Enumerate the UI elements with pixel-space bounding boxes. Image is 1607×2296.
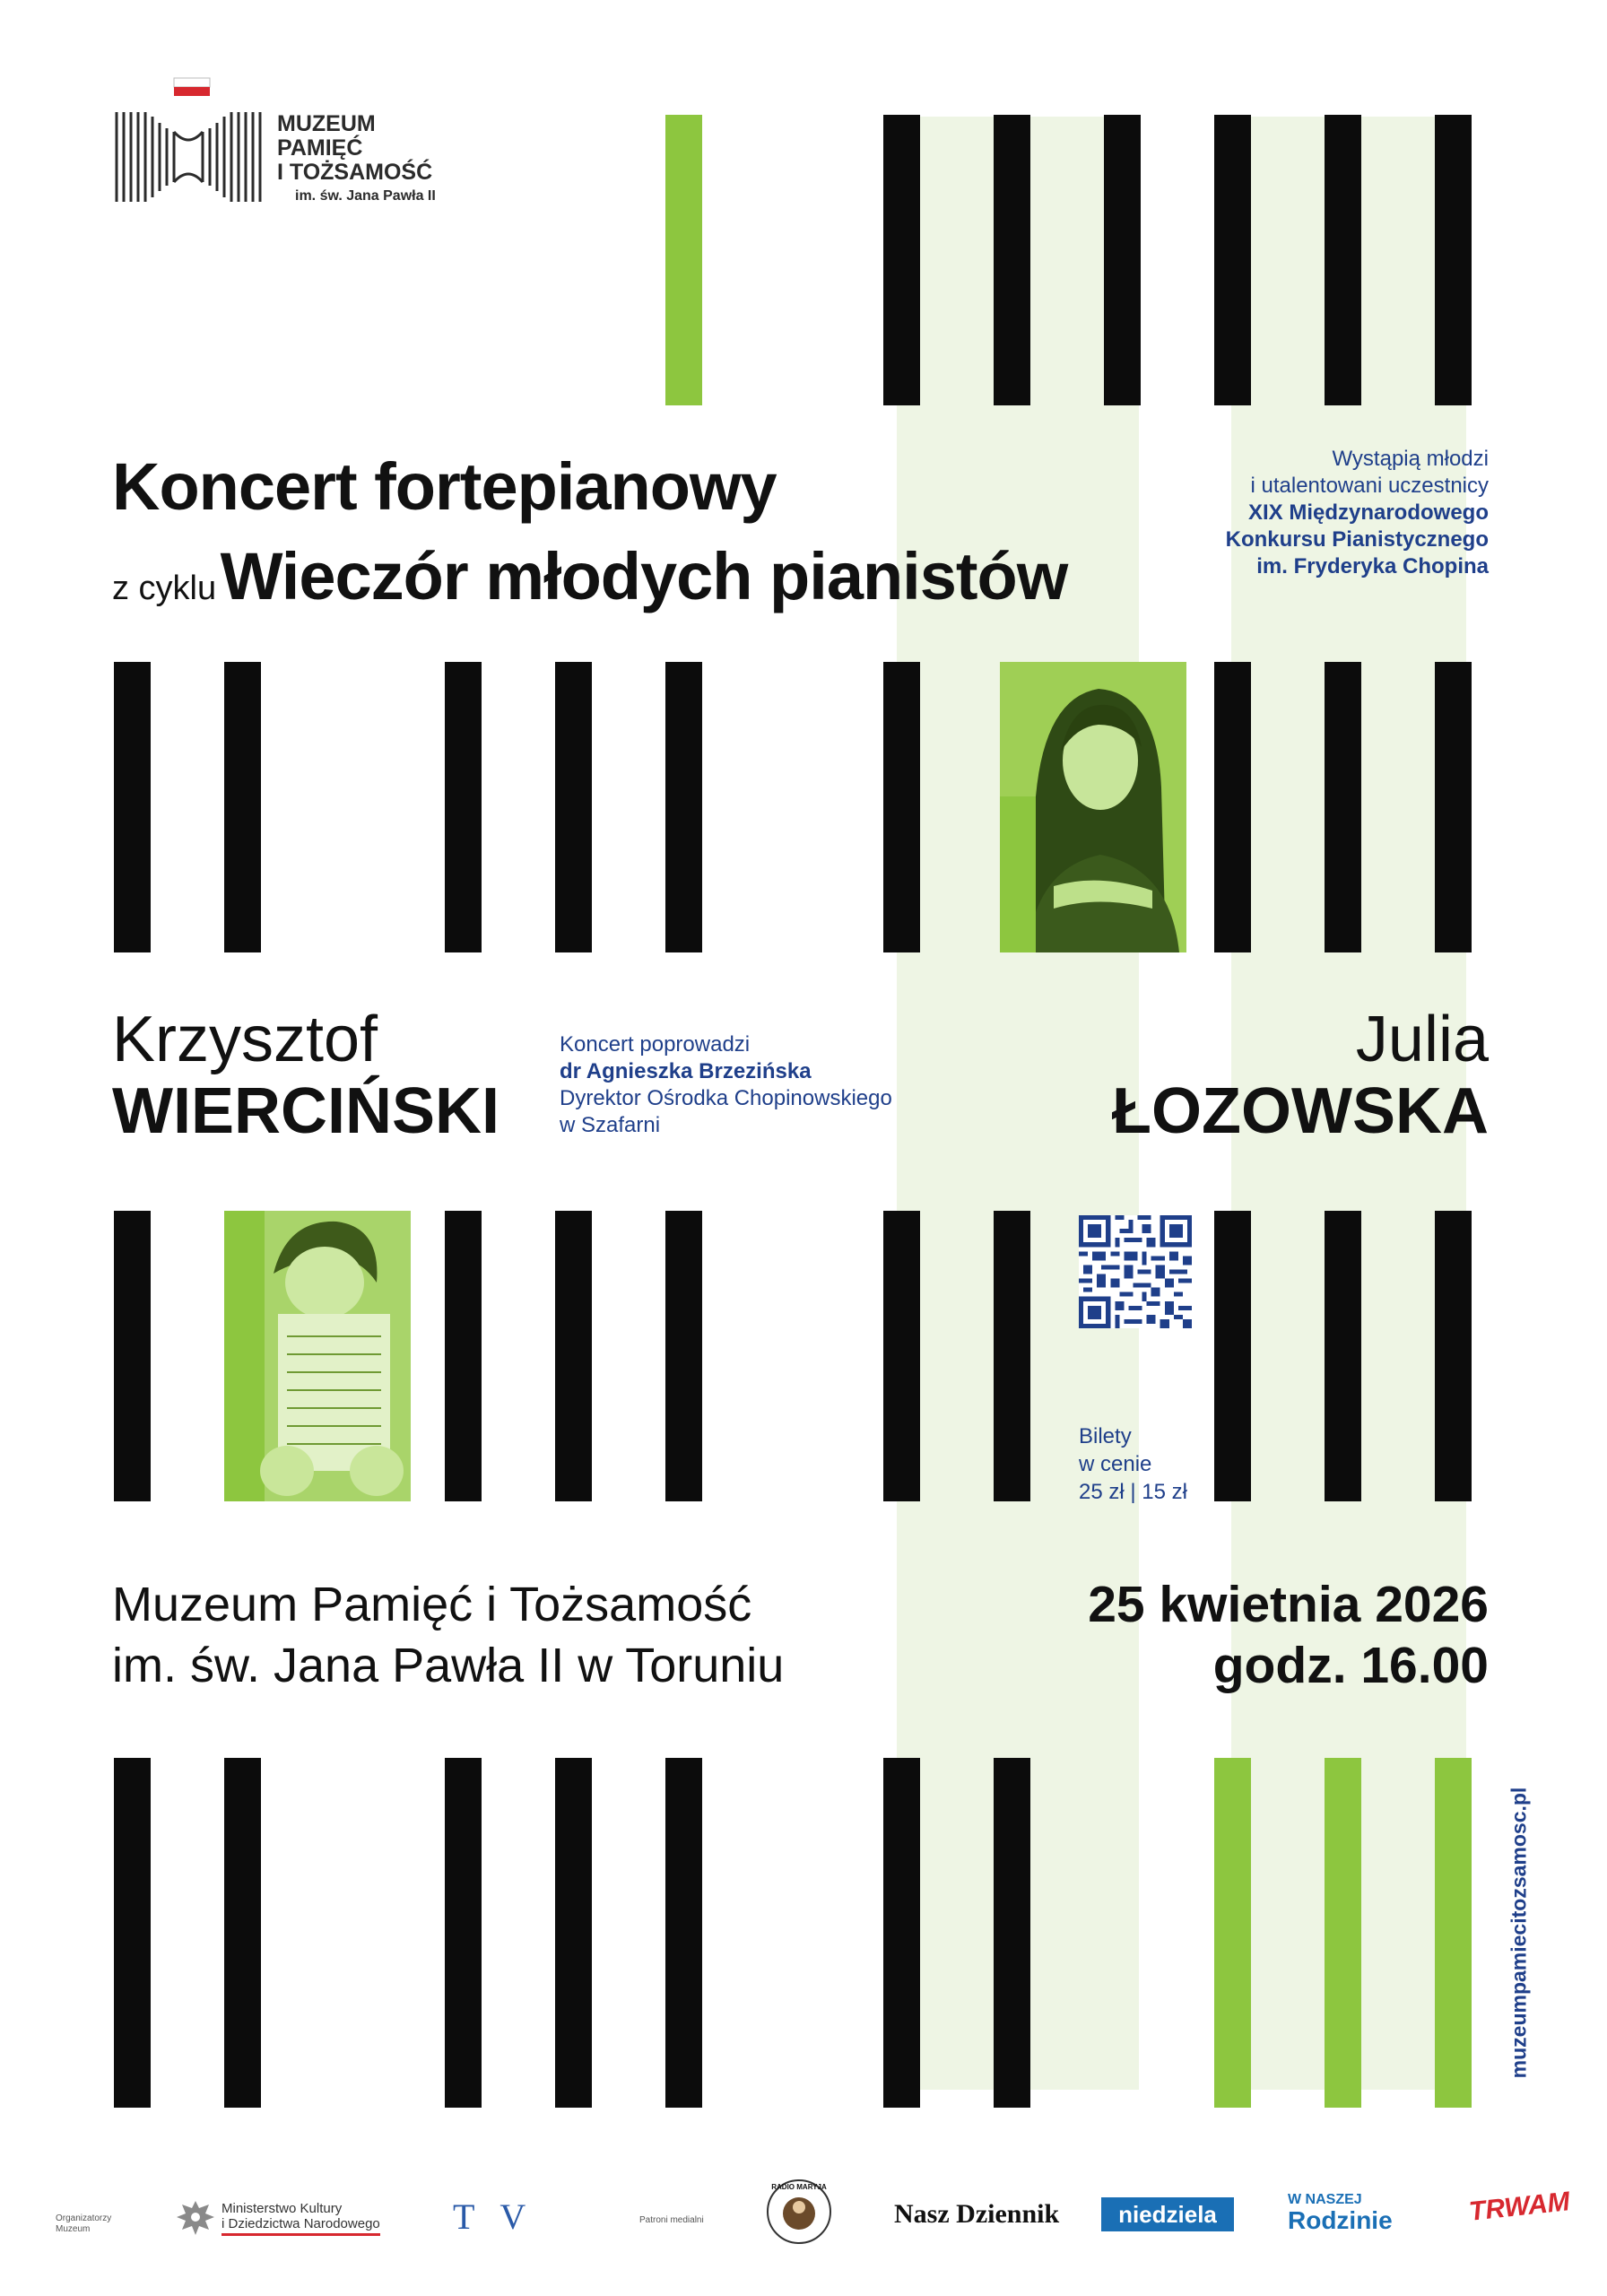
media-patrons-label: Patroni medialni [639, 2215, 704, 2225]
niedziela-logo[interactable] [1101, 2197, 1234, 2231]
performer-2-last-name: ŁOZOWSKA [1112, 1075, 1489, 1147]
piano-key-bar [1435, 662, 1472, 952]
piano-key-bar [1435, 1758, 1472, 2108]
ticket-line: w cenie [1079, 1452, 1152, 1476]
venue [112, 1574, 784, 1696]
ticket-price: 25 zł | 15 zł [1079, 1480, 1187, 1504]
performer-photo-krzysztof [224, 1211, 411, 1501]
eagle-icon [175, 2196, 216, 2240]
piano-key-bar [445, 1758, 482, 2108]
piano-key-bar [994, 1758, 1030, 2108]
portrait-illustration [1000, 662, 1186, 952]
logo-subtitle: im. św. Jana Pawła II [295, 188, 436, 204]
performer-photo-julia [1000, 662, 1186, 952]
series-prefix: z cyklu [112, 570, 217, 607]
piano-key-bar [1435, 115, 1472, 405]
piano-key-bar [1214, 115, 1251, 405]
host-name: dr Agnieszka Brzezińska [560, 1059, 812, 1083]
piano-key-bar [665, 1211, 702, 1501]
piano-key-bar [883, 1211, 920, 1501]
tv-trwam-veritas-logo[interactable] [453, 2196, 551, 2238]
ministry-logo[interactable] [175, 2196, 380, 2240]
piano-key-bar [1325, 115, 1361, 405]
w-naszej-rodzinie-logo[interactable] [1288, 2192, 1393, 2233]
piano-key-bar [665, 662, 702, 952]
intro-line: Konkursu Pianistycznego [1225, 527, 1489, 552]
piano-key-bar [883, 1758, 920, 2108]
event-date-time [1088, 1574, 1489, 1696]
piano-key-bar [1214, 662, 1251, 952]
piano-key-bar [224, 662, 261, 952]
intro-line: Wystąpią młodzi [1332, 447, 1489, 471]
organizer-name: Muzeum [56, 2224, 91, 2234]
nasz-dziennik-logo[interactable]: Nasz Dziennik [894, 2199, 1060, 2229]
logo-line: I TOŻSAMOŚĆ [277, 160, 433, 185]
ministry-line: Ministerstwo Kultury [222, 2200, 343, 2216]
piano-key-bar [555, 1758, 592, 2108]
book-icon [113, 76, 265, 211]
portrait-illustration [224, 1211, 411, 1501]
piano-key-bar [1325, 1758, 1361, 2108]
piano-key-bar [445, 662, 482, 952]
piano-key-bar [1325, 1211, 1361, 1501]
piano-key-bar [224, 1758, 261, 2108]
piano-key-bar [665, 115, 702, 405]
piano-key-bar [114, 662, 151, 952]
performer-1-last-name: WIERCIŃSKI [112, 1075, 499, 1147]
venue-line: im. św. Jana Pawła II w Toruniu [112, 1639, 785, 1692]
piano-key-bar [994, 1211, 1030, 1501]
radio-maryja-logo[interactable] [765, 2178, 833, 2246]
event-date: 25 kwietnia 2026 [1088, 1576, 1489, 1633]
rodzinie-text: Rodzinie [1288, 2206, 1393, 2234]
ministry-line: i Dziedzictwa Narodowego [222, 2215, 380, 2231]
tv-trwam-logo[interactable]: TRWAM [1467, 2187, 1572, 2227]
piano-key-bar [994, 115, 1030, 405]
ticket-qr-code[interactable] [1079, 1215, 1192, 1328]
piano-key-bar [1104, 115, 1141, 405]
piano-key-bar [1435, 1211, 1472, 1501]
intro-line: i utalentowani uczestnicy [1250, 474, 1489, 498]
ticket-info [1079, 1422, 1187, 1506]
intro-line: XIX Międzynarodowego [1247, 500, 1489, 525]
host-label: Koncert poprowadzi [560, 1032, 751, 1057]
piano-key-bar [555, 662, 592, 952]
organizers-label: Organizatorzy [56, 2213, 112, 2223]
piano-key-bar [665, 1758, 702, 2108]
logo-line: PAMIĘĆ [277, 135, 363, 161]
series-title: Wieczór młodych pianistów [220, 539, 1068, 613]
piano-key-bar [114, 1758, 151, 2108]
performer-1-first-name: Krzysztof [112, 1004, 378, 1075]
host-info [560, 1031, 892, 1139]
museum-logo[interactable] [113, 76, 490, 211]
piano-key-bar [1214, 1758, 1251, 2108]
w-naszej-text: W NASZEJ [1288, 2192, 1362, 2207]
piano-key-bar [114, 1211, 151, 1501]
website-text[interactable]: muzeumpamiecitozsamosc.pl [1507, 1787, 1531, 2079]
piano-key-bar [883, 662, 920, 952]
piano-key-bar [1214, 1211, 1251, 1501]
intro-line: im. Fryderyka Chopina [1256, 554, 1489, 578]
piano-key-bar [445, 1211, 482, 1501]
concert-series-line [112, 538, 1067, 614]
venue-line: Muzeum Pamięć i Tożsamość [112, 1578, 752, 1631]
radio-maryja-text: RADIO MARYJA [771, 2183, 827, 2191]
host-role: Dyrektor Ośrodka Chopinowskiego [560, 1086, 892, 1110]
intro-text [1130, 446, 1489, 580]
piano-key-bar [555, 1211, 592, 1501]
website-link[interactable] [1498, 1758, 1541, 2108]
event-time: godz. 16.00 [1212, 1637, 1489, 1694]
tv-logo-text: TV [453, 2196, 552, 2237]
ticket-line: Bilety [1079, 1424, 1132, 1448]
logo-line: MUZEUM [277, 111, 376, 136]
organizers-label-block [56, 2213, 111, 2235]
performer-2-first-name: Julia [1355, 1004, 1489, 1075]
host-place: w Szafarni [560, 1113, 661, 1137]
concert-title: Koncert fortepianowy [112, 449, 777, 524]
niedziela-text: niedziela [1118, 2201, 1217, 2228]
piano-key-bar [883, 115, 920, 405]
piano-key-bar [1325, 662, 1361, 952]
